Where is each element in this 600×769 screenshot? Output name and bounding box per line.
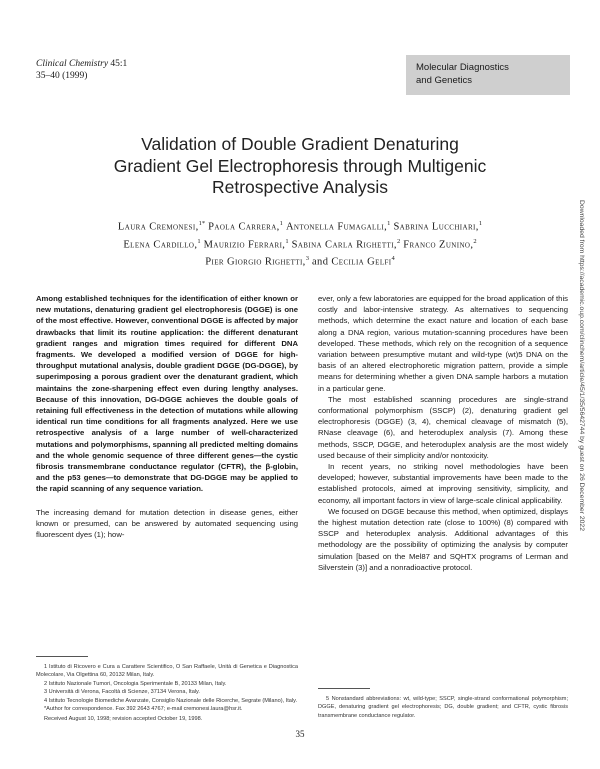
abstract: Among established techniques for the identification of either known or new mutations, denaturing gradient gel electrophoresis (DGGE) is one of the most effective. However, conventional DGGE is affected by major drawbacks that limit its routine application: the different denaturant gradient ranges and migration times required for different DNA fragments. We developed a modified version of DGGE for high-throughput mutational analysis, double gradient DGGE (DG-DGGE), by superimposing a porous gradient over the denaturant gradient, which maintains the zone-sharpening effect even during lengthy analyses. Because of this innovation, DG-DGGE achieves the double goals of retaining full effectiveness in the detection of mutations while allowing identical run time conditions for all fragments analyzed. Here we use retrospective analysis of a large number of well-characterized mutations and polymorphisms, spanning all predicted melting domains and the whole genomic sequence of three different genes—the cystic fibrosis transmembrane conductance regulator (CFTR), the β-globin, and the p53 genes—to demonstrate that DG-DGGE may be applied to the rapid scanning of any sequence variation. <box>36 294 298 494</box>
author-name: Sabina Carla Righetti, <box>291 239 397 250</box>
title-line-3: Retrospective Analysis <box>211 177 389 197</box>
intro-paragraph: The increasing demand for mutation detection in disease genes, either known or presumed, can be answered by automated sequencing using fluorescent dyes (1); how- <box>36 507 298 540</box>
author-affiliation: 2 <box>473 237 477 245</box>
author-name: Maurizio Ferrari, <box>203 239 286 250</box>
author-list <box>40 217 560 270</box>
author-name: Pier Giorgio Righetti, <box>205 256 306 268</box>
body-paragraph: ever, only a few laboratories are equipped for the broad application of this costly and labor-intensive strategy. As alternatives to sequencing methods, which determine the exact nature and location of each base along a DNA region, various mutation-scanning procedures have been developed. These methods, which rely on the recognition of a sequence variation between presumptive mutant and wild-type (wt)5 DNA on the basis of an altered electrophoretic migration pattern, provide a simple means for determining whether a given DNA sample harbors a mutation in a particular gene. <box>318 294 569 393</box>
page-number: 35 <box>295 729 305 739</box>
body-paragraph: In recent years, no striking novel methodologies have been developed; however, substantial improvements have been made to the established protocols, aimed at improving sensitivity, simplicity, and economy, all important factors in view of large-scale clinical applicability. <box>318 462 568 505</box>
journal-citation <box>36 58 127 82</box>
received-dates: Received August 10, 1998; revision accepted October 19, 1998. <box>44 716 203 723</box>
author-name: Paola Carrera, <box>208 221 280 233</box>
author-line-3: Pier Giorgio Righetti,$^3$ and Cecilia Gelfi$^4$ <box>205 255 395 268</box>
body-paragraph: We focused on DGGE because this method, when optimized, displays the highest mutation detection rate (close to 100%) (8) compared with SSCP and heteroduplex analysis. Additional advantages of this methodology are the possibility of optimizing the analysis by computer simulation [based on the Mel87 and SQHTX programs of Lerman and Silverstein (3)] and a nonradioactive protocol. <box>318 506 568 572</box>
download-watermark-text: Downloaded from https://academic.oup.com/clinchem/article/45/1/35/5642744 by guest on 26 December 2022 <box>578 200 585 531</box>
author-name: Franco Zunino, <box>403 239 474 250</box>
footnote: 3 Università di Verona, Facoltà di Scienze, 37134 Verona, Italy. <box>44 689 200 696</box>
journal-name: Clinical Chemistry <box>36 59 109 69</box>
author-name: Antonella Fumagalli, <box>285 221 388 233</box>
abbreviation-footnote <box>318 688 568 720</box>
author-affiliation: 1 <box>279 220 283 227</box>
author-affiliation: 1 <box>285 237 289 245</box>
author-name: Laura Cremonesi, <box>117 221 199 233</box>
author-name: Sabrina Lucchiari, <box>393 221 479 233</box>
footnote: 1 Istituto di Ricovero e Cura a Carattere Scientifico, O San Raffaele, Unità di Genetica e Diagnostica Molecolare, Via Olgettina 60, 20132 Milan, Italy. <box>36 664 298 679</box>
author-affiliation: 1* <box>198 220 206 227</box>
right-column <box>318 293 568 573</box>
author-line-2 <box>40 235 560 253</box>
body-paragraph: The most established scanning procedures are single-strand conformational polymorphism (SSCP) (2), denaturing gradient gel electrophoresis (DGGE) (3, 4), chemical cleavage of mismatch (5), RNase cleavage (6), and heteroduplex analysis (7). Among these methods, SSCP, DGGE, and heteroduplex analysis are the most widely used because of their simplicity and/or nontoxicity. <box>318 394 568 460</box>
pages-year: 35–40 (1999) <box>36 71 88 81</box>
article-title <box>40 134 560 199</box>
affiliation-footnotes <box>36 656 298 724</box>
title-line-2: Gradient Gel Electrophoresis through Multigenic <box>113 155 487 176</box>
author-affiliation: 2 <box>396 237 401 245</box>
author-name: Elena Cardillo, <box>123 239 198 250</box>
left-column <box>36 293 298 540</box>
section-label-line2: and Genetics <box>416 75 472 86</box>
title-line-1: Validation of Double Gradient Denaturing <box>141 134 459 154</box>
footnote: 4 Istituto Tecnologie Biomediche Avanzate, Consiglio Nazionale delle Ricerche, Segrate (Milano), Italy. <box>44 697 298 704</box>
footnote: *Author for correspondence. Fax 392 2643 4767; e-mail cremonesi.laura@hsr.it. <box>44 706 243 713</box>
footnote-rule <box>36 656 88 657</box>
footnote: 5 Nonstandard abbreviations: wt, wild-type; SSCP, single-strand conformational polymorphism; DGGE, denaturing gradient gel electrophoresis; DG, double gradient; and CFTR, cystic fibrosis transmembrane conductance regulator. <box>318 696 568 719</box>
section-label-box <box>406 55 570 95</box>
section-label-line1: Molecular Diagnostics <box>416 62 509 73</box>
author-affiliation: 1 <box>387 220 391 227</box>
author-line-1 <box>40 217 560 235</box>
author-affiliation: 4 <box>391 255 395 262</box>
footnote: 2 Istituto Nazionale Tumori, Oncologia Sperimentale B, 20133 Milan, Italy. <box>44 680 227 687</box>
author-affiliation: 1 <box>197 237 201 245</box>
download-watermark <box>574 200 588 740</box>
author-affiliation: 1 <box>478 220 483 227</box>
author-affiliation: 3 <box>305 255 309 262</box>
footnote-rule <box>318 688 370 689</box>
author-name: Cecilia Gelfi <box>331 256 392 268</box>
volume-issue: 45:1 <box>110 59 128 69</box>
